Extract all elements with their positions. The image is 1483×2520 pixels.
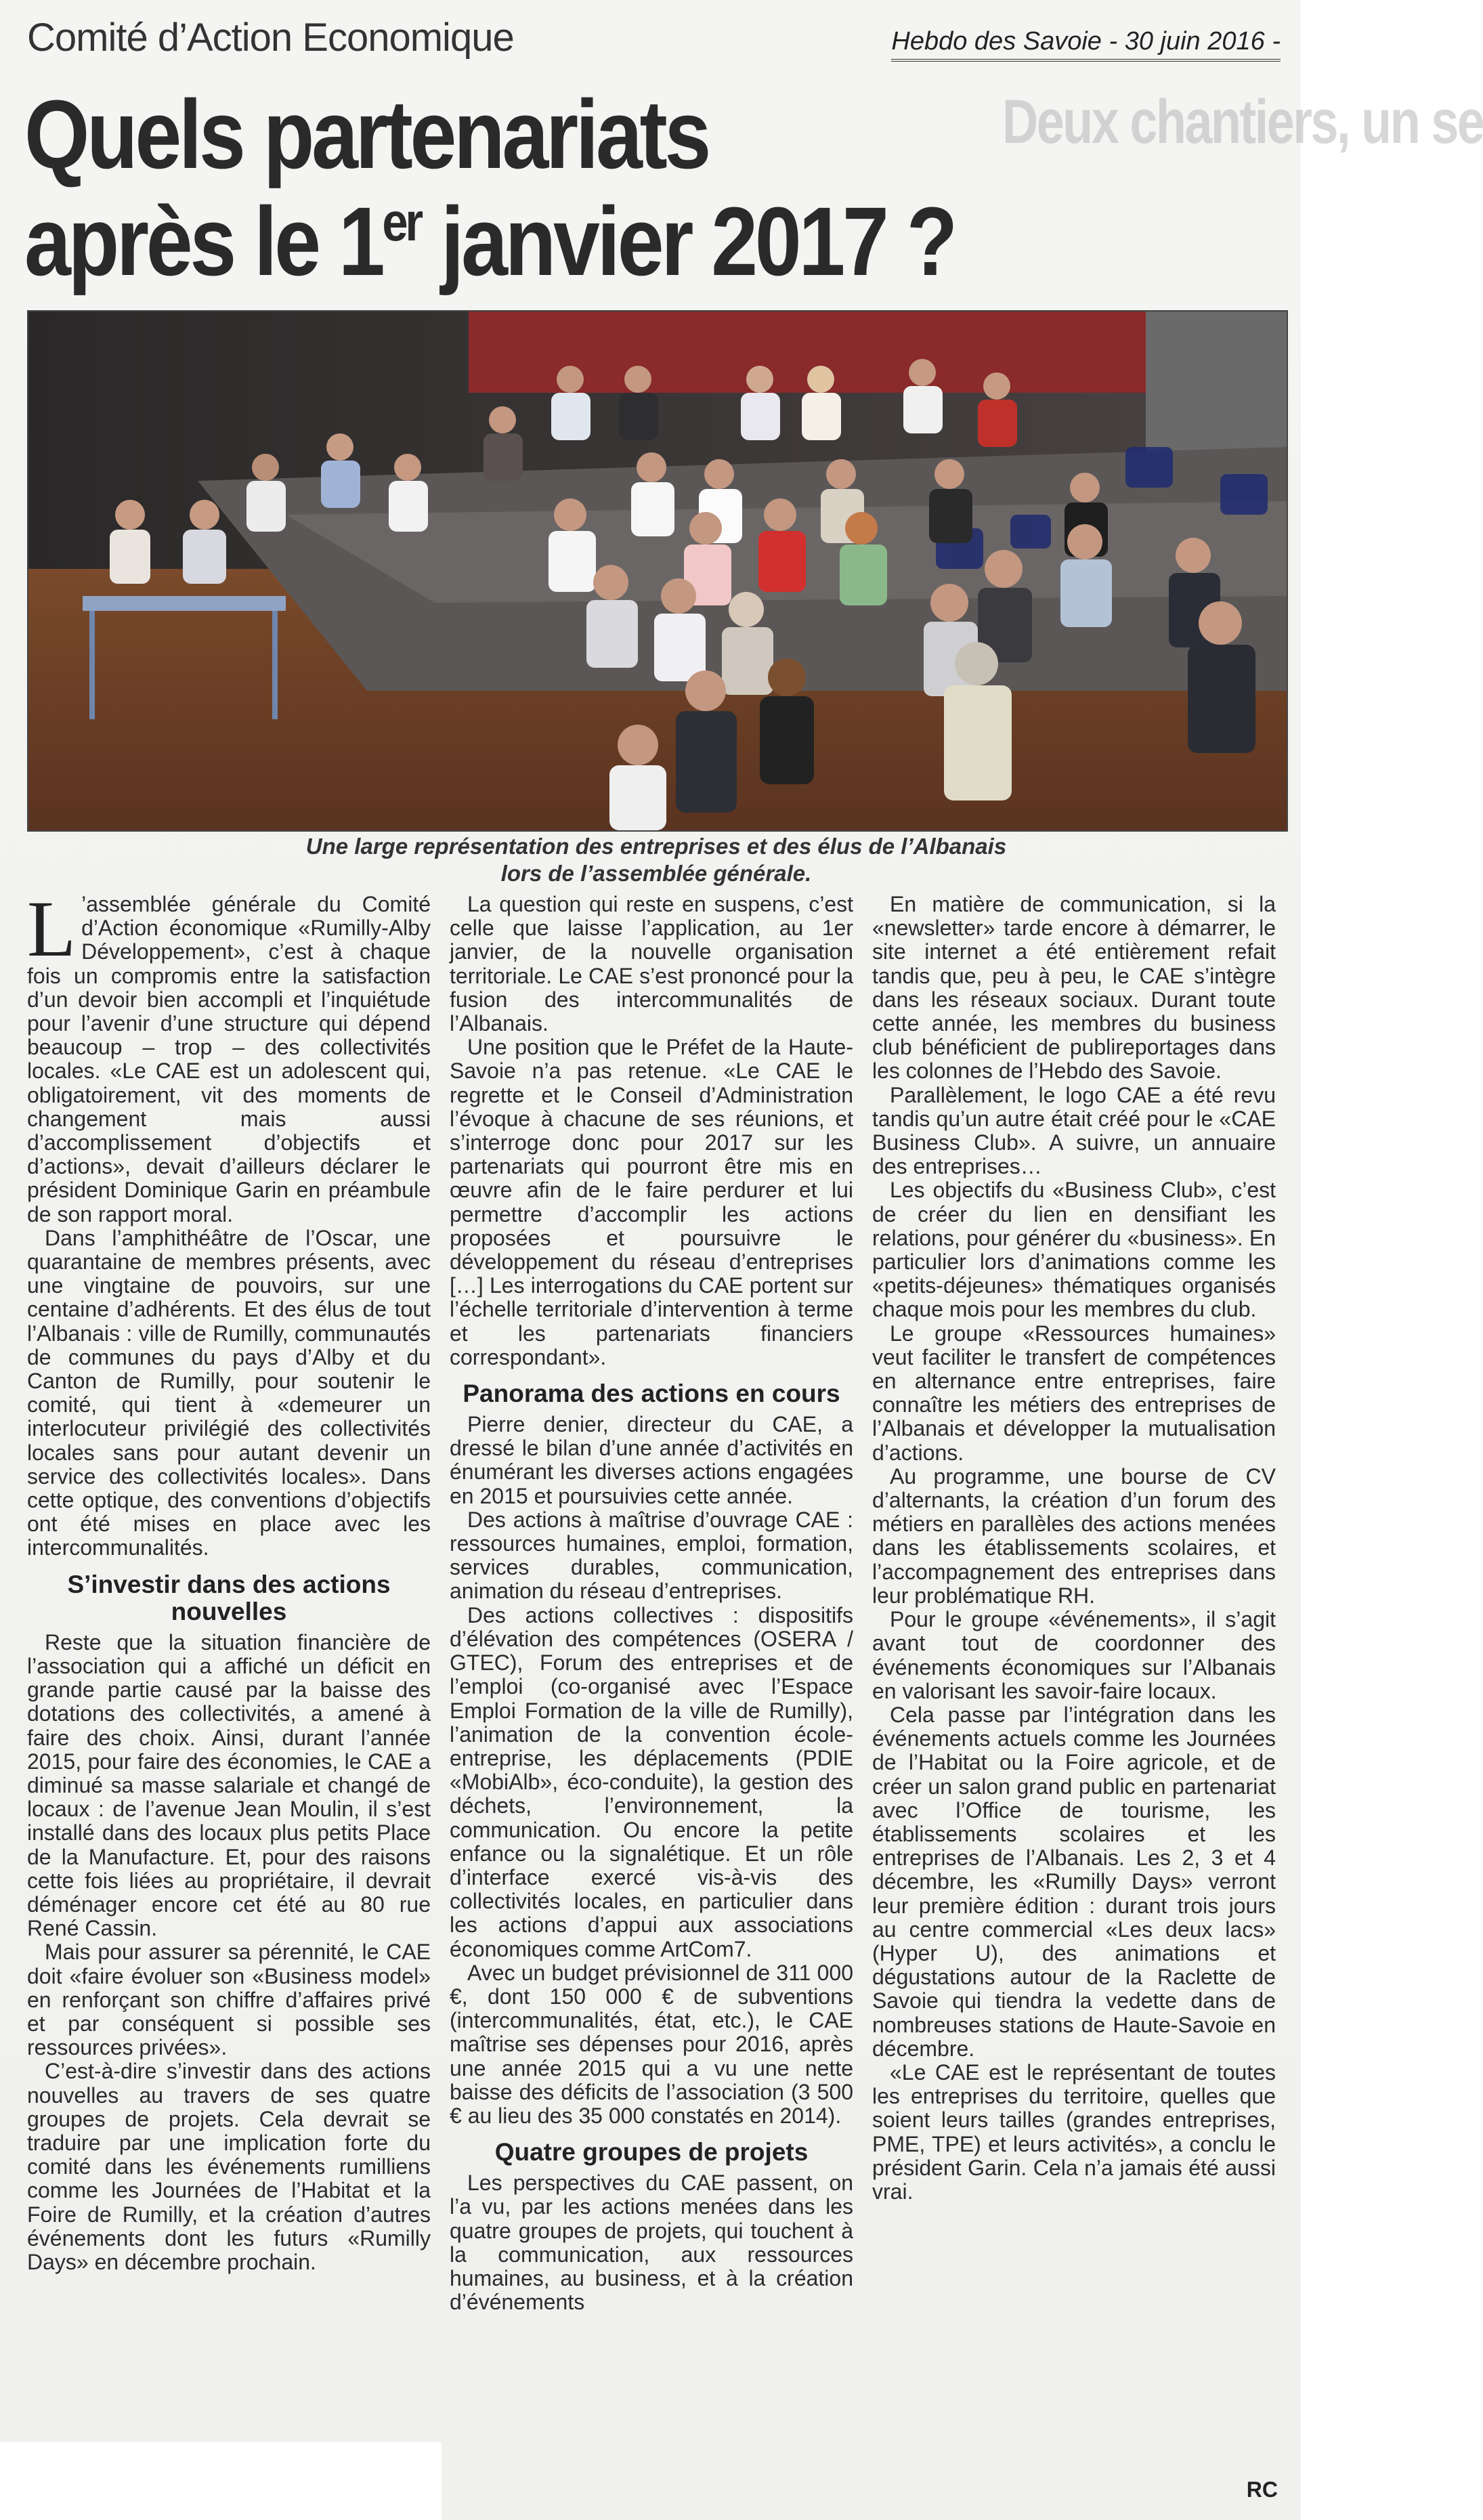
article-paragraph: Des actions collectives : dispositifs d’élévation des compétences (OSERA / GTEC), Forum des entreprises et de l’emploi (co-organisé avec l’Espace Emploi Formation de la ville de Rumilly), l’animation de la convention école-entreprise, les déplacements (PDIE «MobiAlb», éco-conduite), la gestion des déchets, l’environnement, la communication. Ou encore la petite enfance ou la signalétique. Et un rôle d’interface exercé vis-à-vis des collectivités locales, en particulier dans les actions d’appui aux associations économiques comme ArtCom7. [450, 1602, 853, 1961]
article-paragraph: Avec un budget prévisionnel de 311 000 €, dont 150 000 € de subventions (intercommunalités, état, etc.), le CAE maîtrise ses dépenses pour 2016, après une année 2015 qui a vu une nette baisse des déficits de l’association (3 500 € au lieu des 35 000 constatés en 2014). [450, 1960, 853, 2128]
article-headline [24, 81, 1102, 295]
article-paragraph: Pour le groupe «événements», il s’agit avant tout de coordonner des événements économiques sur l’Albanais en valorisant les savoir-faire locaux. [872, 1607, 1276, 1703]
article-paragraph: Des actions à maîtrise d’ouvrage CAE : ressources humaines, emploi, formation, services durables, communication, animation du réseau d’entreprises. [450, 1507, 853, 1604]
article-paragraph: Les perspectives du CAE passent, on l’a vu, par les actions menées dans les quatre groupes de projets, qui touchent à la communication, aux ressources humaines, au business, et à la création d’événements [450, 2171, 853, 2315]
article-paragraph: Reste que la situation financière de l’association qui a affiché un déficit en grande partie causé par la baisse des dotations des collectivités, a amené à faire des choix. Ainsi, durant l’année 2015, pour faire des économies, le CAE a diminué sa masse salariale et changé de locaux : de l’avenue Jean Moulin, il s’est installé dans des locaux plus petits Place de la Manufacture. Et, pour des raisons cette fois liées au propriétaire, il devrait déménager encore cet été au 80 rue René Cassin. [27, 1629, 431, 1941]
subheading: Quatre groupes de projets [494, 2138, 809, 2166]
article-paragraph: Mais pour assurer sa pérennité, le CAE doit «faire évoluer son «Business model» en renforçant son chiffre d’affaires privé et par conséquent si possible ses ressources privées». [27, 1940, 431, 2060]
author-signature: RC [1246, 2477, 1278, 2502]
article-paragraph: En matière de communication, si la «newsletter» tarde encore à démarrer, le site internet a été entièrement refait tandis que, peu à peu, le CAE s’intègre dans les réseaux sociaux. Durant toute cette année, les membres du business club bénéficient de publireportages dans les colonnes de l’Hebdo des Savoie. [872, 892, 1276, 1084]
article-paragraph: Pierre denier, directeur du CAE, a dressé le bilan d’une année d’activités en énumérant les diverses actions engagées en 2015 et poursuivies cette année. [450, 1412, 853, 1508]
article-paragraph: Dans l’amphithéâtre de l’Oscar, une quarantaine de membres présents, avec une vingtaine de pouvoirs, sur une centaine d’adhérents. Et des élus de tout l’Albanais : ville de Rumilly, communautés de communes du pays d’Alby et du Canton de Rumilly, pour soutenir le comité, qui tient à «demeurer un interlocuteur privilégié des collectivités locales sans pour autant devenir un service des collectivités locales». Dans cette optique, des conventions d’objectifs ont été mises en place avec les intercommunalités. [27, 1225, 431, 1560]
article-column-2 [450, 893, 853, 2314]
headline-superscript: er [382, 192, 421, 252]
article-column-1 [27, 884, 431, 2274]
article-paragraph: Au programme, une bourse de CV d’alternants, la création d’un forum des métiers en parallèles des actions menées dans les établissements scolaires, et l’accompagnement des entreprises dans leur problématique RH. [872, 1464, 1276, 1608]
article-column-3 [872, 893, 1276, 2204]
audience-photo [27, 310, 1288, 832]
caption-line-2: lors de l’assemblée générale. [500, 861, 812, 886]
photo-caption [27, 833, 1285, 887]
headline-line-2-end: janvier 2017 ? [420, 187, 955, 296]
paragraph-text: ’assemblée générale du Comité d’Action économique «Rumilly-Alby Développement», c’est à chaque fois un compromis entre la satisfaction d’un devoir bien accompli et l’inquiétude pour l’avenir d’une structure qui dépend beaucoup – trop – des collectivités locales. «Le CAE est un adolescent qui, obligatoirement, vit des moments de changement mais aussi d’accomplissement d’objectifs et d’actions», devait d’ailleurs déclarer le président Dominique Garin en préambule de son rapport moral. [27, 892, 431, 1226]
section-kicker: Comité d’Action Economique [27, 16, 514, 60]
article-paragraph: Le groupe «Ressources humaines» veut faciliter le transfert de compétences en alternance entre entreprises, faire connaître les métiers des entreprises de l’Albanais et développer la mutualisation d’actions. [872, 1321, 1276, 1465]
article-paragraph: Cela passe par l’intégration dans les événements actuels comme les Journées de l’Habitat ou la Foire agricole, et de créer un salon grand public en partenariat avec l’Office de tourisme, les établissements scolaires et les entreprises de l’Albanais. Les 2, 3 et 4 décembre, les «Rumilly Days» verront leur première édition : durant trois jours au centre commercial «Les deux lacs» (Hyper U), des animations et dégustations autour de la Raclette de Savoie qui tiendra la vedette dans de nombreuses stations de Haute-Savoie en décembre. [872, 1702, 1276, 2061]
article-paragraph [27, 884, 431, 1226]
article-paragraph: Parallèlement, le logo CAE a été revu tandis qu’un autre était créé pour le «CAE Business Club». A suivre, un annuaire des entreprises… [872, 1082, 1276, 1179]
neighbor-headline-bleed: Deux chantiers, un se [1002, 87, 1483, 156]
article-paragraph: C’est-à-dire s’investir dans des actions nouvelles au travers de ses quatre groupes de projets. Cela devrait se traduire par une implication forte du comité dans les événements rumilliens comme les Journées de l’Habitat et la Foire de Rumilly, et la création d’autres événements dont les futurs «Rumilly Days» en décembre prochain. [27, 2059, 431, 2274]
headline-line-1: Quels partenariats [24, 80, 709, 189]
subheading: Panorama des actions en cours [463, 1380, 840, 1408]
publication-source: Hebdo des Savoie - 30 juin 2016 - [891, 27, 1281, 62]
headline-line-2 [24, 188, 1102, 295]
article-paragraph: La question qui reste en suspens, c’est celle que laisse l’application, au 1er janvier, de la nouvelle organisation territoriale. Le CAE s’est prononcé pour la fusion des intercommunalités de l’Albanais. [450, 892, 853, 1036]
drop-cap: L [27, 884, 77, 973]
headline-line-2-start: après le 1 [24, 187, 383, 296]
audience-photo-illustration [28, 312, 1287, 830]
article-paragraph: Les objectifs du «Business Club», c’est de créer du lien en densifiant les relations, pour générer du «business». En particulier lors d’animations comme les «petits-déjeunes» thématiques organisés chaque mois pour les membres du club. [872, 1178, 1276, 1322]
article-paragraph: «Le CAE est le représentant de toutes les entreprises du territoire, quelles que soient leurs tailles (grandes entreprises, PME, TPE) et leurs activités», a conclu le président Garin. Cela n’a jamais été aussi vrai. [872, 2059, 1276, 2204]
article-paragraph: Une position que le Préfet de la Haute-Savoie n’a pas retenue. «Le CAE le regrette et le Conseil d’Administration l’évoque à chacune de ses réunions, et s’interroge donc pour 2017 sur les partenariats qui pourront être mis en œuvre afin de le faire perdurer et lui permettre d’accomplir les actions proposées et poursuivre le développement du réseau d’entreprises […] Les interrogations du CAE portent sur l’échelle territoriale d’intervention à terme et les partenariats financiers correspondant». [450, 1035, 853, 1369]
blank-corner [0, 2442, 442, 2520]
caption-line-1: Une large représentation des entreprises et des élus de l’Albanais [305, 834, 1007, 859]
subheading: S’investir dans des actions nouvelles [67, 1570, 391, 1625]
